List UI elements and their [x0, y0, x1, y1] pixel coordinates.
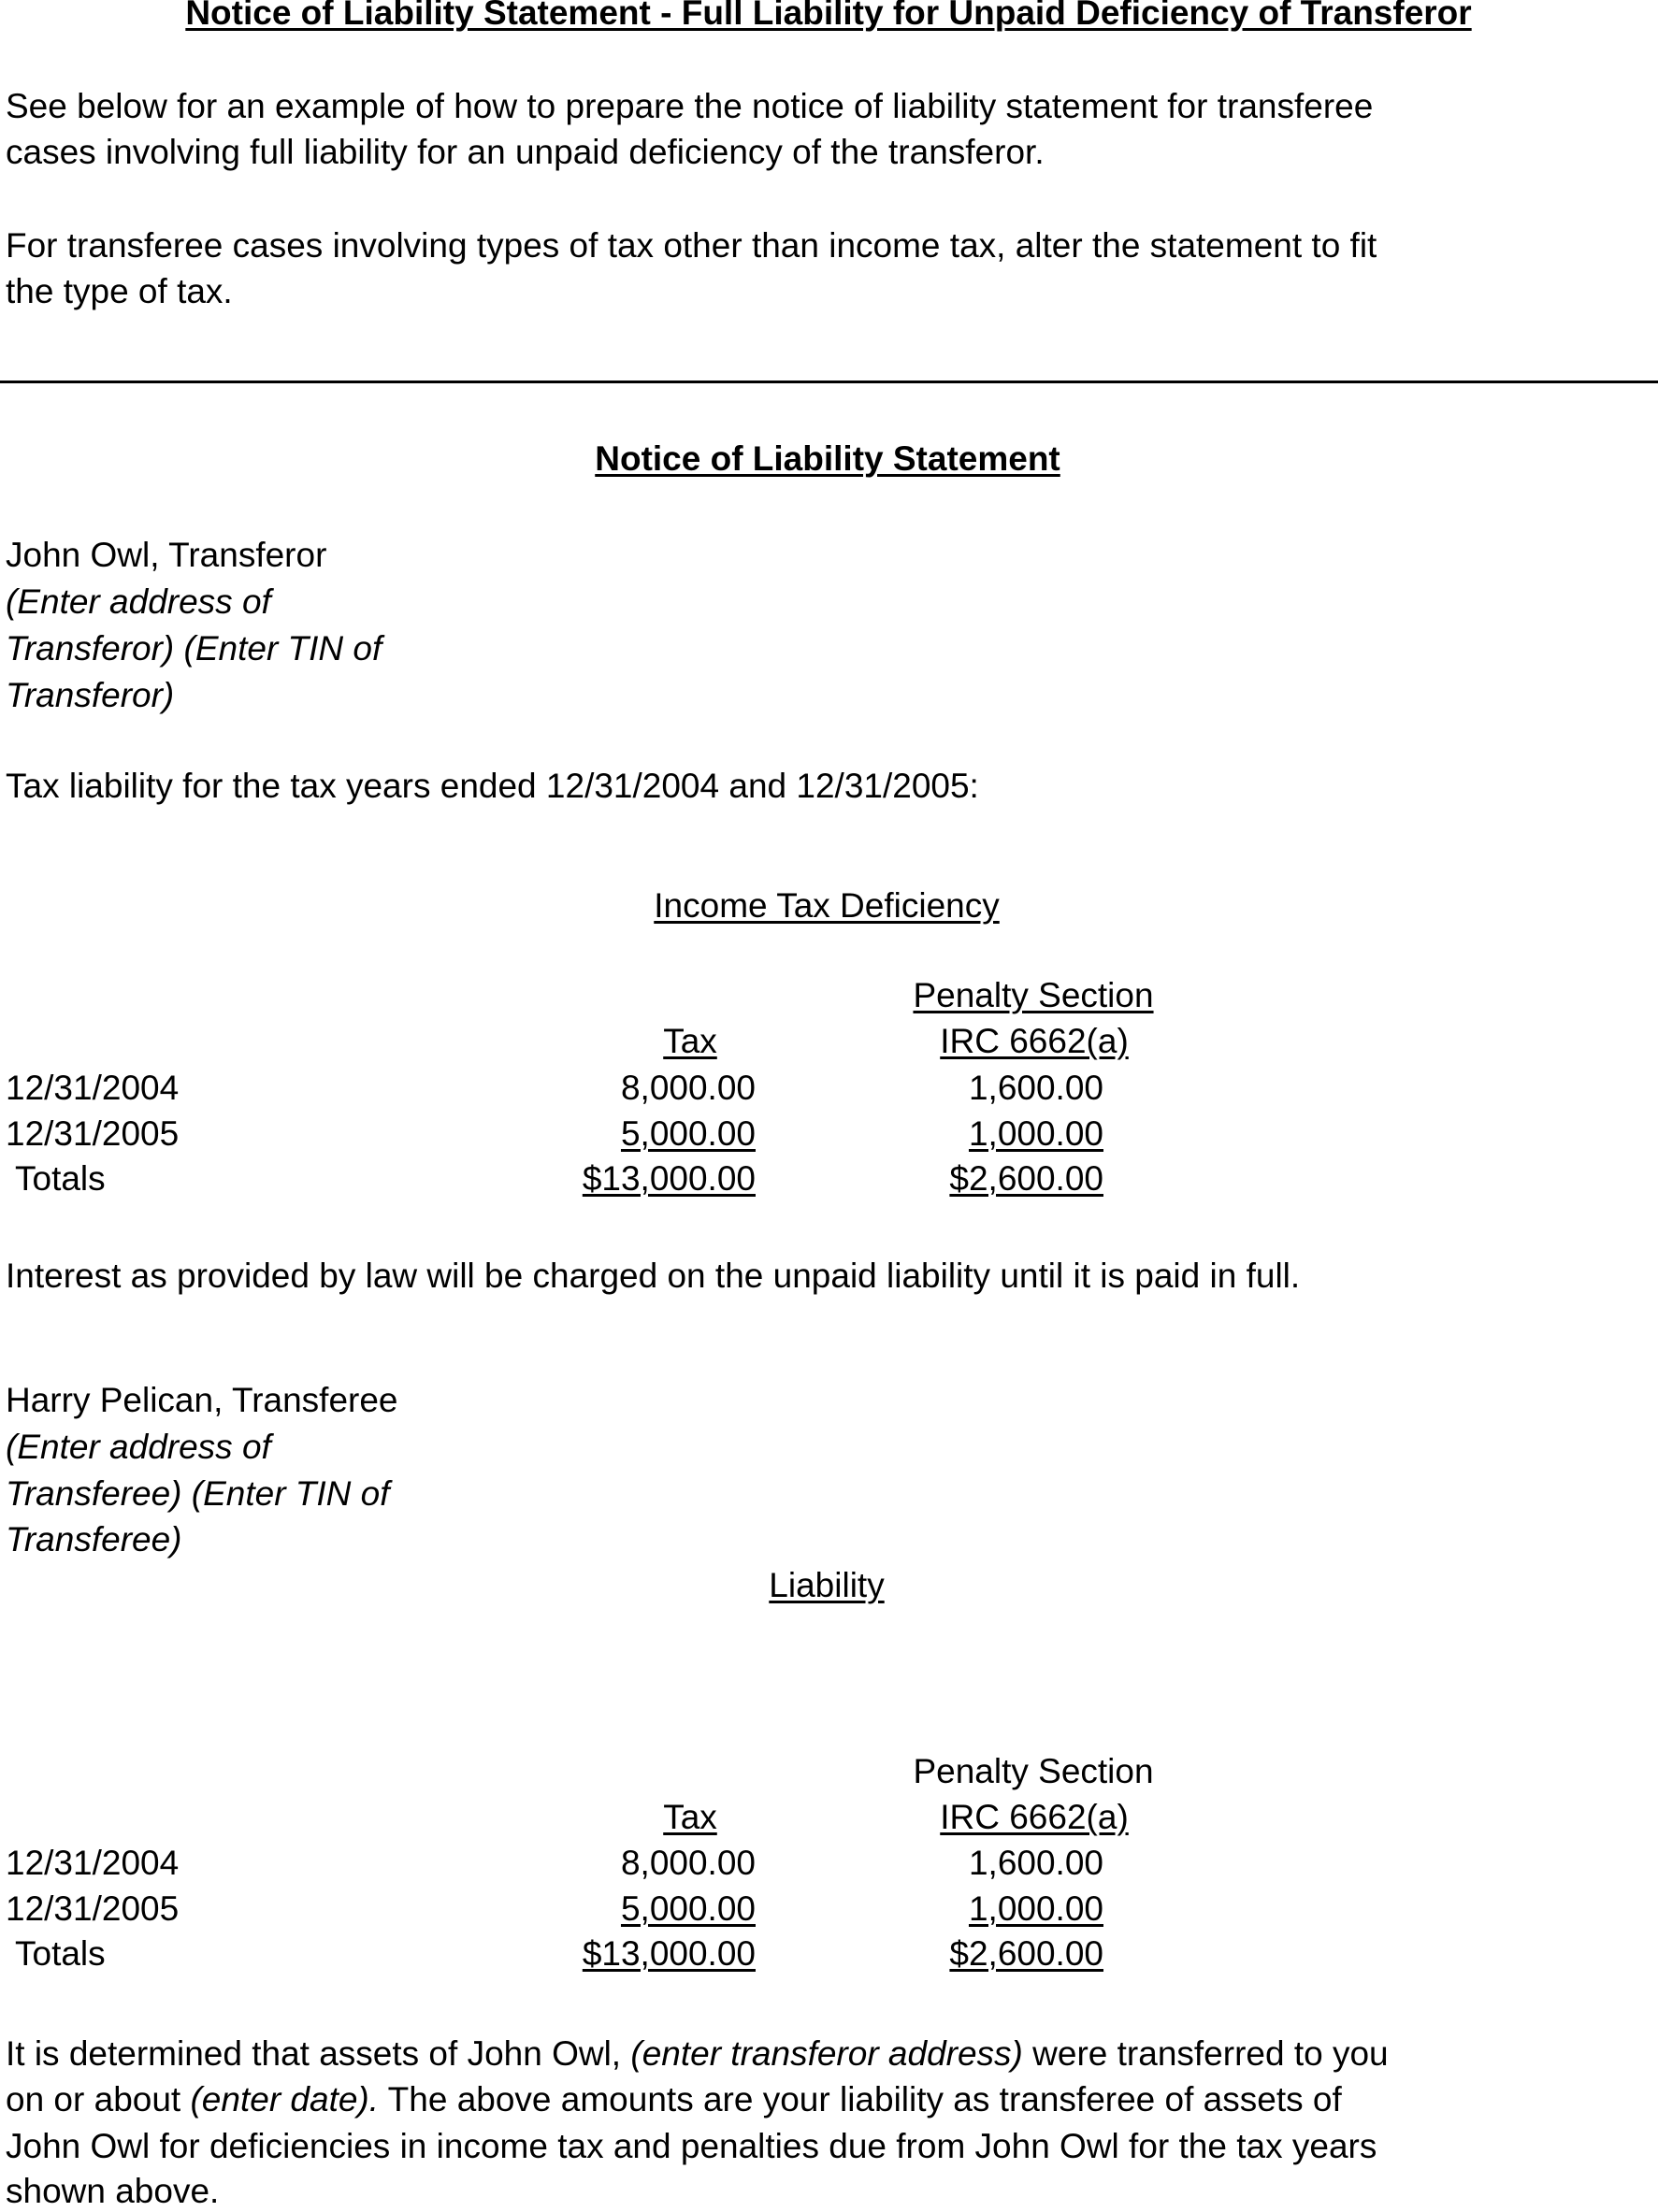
closing-line-2-text-c: The above amounts are your liability as transferee of assets of	[379, 2080, 1342, 2119]
intro-paragraph-2-line-2: the type of tax.	[6, 272, 233, 310]
table2-row-tax: 5,000.00	[620, 1889, 756, 1928]
tax-liability-line: Tax liability for the tax years ended 12/31/2004 and 12/31/2005:	[6, 767, 979, 805]
transferee-name: Harry Pelican, Transferee	[6, 1381, 398, 1419]
table1-tax-header: Tax	[663, 1022, 717, 1060]
table1-total-tax: $13,000.00	[582, 1159, 756, 1198]
section-divider	[0, 381, 1658, 383]
table2-title: Liability	[769, 1566, 885, 1604]
closing-line-1	[6, 2033, 1389, 2075]
table2-total-penalty: $2,600.00	[949, 1934, 1103, 1973]
table2-row-year: 12/31/2005	[6, 1889, 180, 1928]
intro-paragraph-2-line-1: For transferee cases involving types of tax other than income tax, alter the statement to fit	[6, 226, 1377, 265]
table1-row-penalty: 1,600.00	[968, 1069, 1103, 1107]
transferee-address-placeholder: (Enter address of	[6, 1428, 271, 1466]
transferor-address-placeholder: (Enter address of	[6, 582, 271, 621]
table1-row-tax: 8,000.00	[620, 1069, 756, 1107]
transferor-name: John Owl, Transferor	[6, 536, 327, 574]
table2-row-penalty: 1,600.00	[968, 1844, 1103, 1882]
table1-row-tax: 5,000.00	[620, 1114, 756, 1153]
table1-totals-label: Totals	[15, 1159, 106, 1198]
table2-penalty-header: Penalty Section	[913, 1752, 1154, 1790]
statement-heading: Notice of Liability Statement	[595, 439, 1060, 478]
transferee-placeholder-end: Transferee)	[6, 1520, 182, 1558]
table2-totals-label: Totals	[15, 1934, 106, 1973]
closing-line-4: shown above.	[6, 2172, 220, 2210]
document-title: Notice of Liability Statement - Full Liability for Unpaid Deficiency of Transferor	[185, 0, 1472, 32]
table1-irc-header: IRC 6662(a)	[940, 1022, 1129, 1060]
table2-row-penalty: 1,000.00	[968, 1889, 1103, 1928]
table2-irc-header: IRC 6662(a)	[940, 1798, 1129, 1836]
table2-row-year: 12/31/2004	[6, 1844, 180, 1882]
table1-total-penalty: $2,600.00	[949, 1159, 1103, 1198]
table1-title: Income Tax Deficiency	[654, 886, 1000, 925]
transferee-tin-placeholder: Transferee) (Enter TIN of	[6, 1474, 390, 1513]
transferor-tin-placeholder: Transferor) (Enter TIN of	[6, 629, 382, 668]
table2-tax-header: Tax	[663, 1798, 717, 1836]
table1-row-penalty: 1,000.00	[968, 1114, 1103, 1153]
table2-row-tax: 8,000.00	[620, 1844, 756, 1882]
closing-line-2	[6, 2079, 1342, 2120]
interest-line: Interest as provided by law will be charged on the unpaid liability until it is paid in full.	[6, 1257, 1301, 1295]
closing-line-1-text-c: were transferred to you	[1022, 2034, 1389, 2073]
date-placeholder-inline: (enter date).	[190, 2080, 380, 2119]
transferor-placeholder-end: Transferor)	[6, 676, 175, 714]
closing-line-3: John Owl for deficiencies in income tax and penalties due from John Owl for the tax years	[6, 2127, 1377, 2165]
table2-total-tax: $13,000.00	[582, 1934, 756, 1973]
table1-row-year: 12/31/2005	[6, 1114, 180, 1153]
closing-line-2-text-a: on or about	[6, 2080, 191, 2119]
intro-paragraph-1-line-2: cases involving full liability for an unpaid deficiency of the transferor.	[6, 133, 1045, 171]
table1-row-year: 12/31/2004	[6, 1069, 180, 1107]
intro-paragraph-1-line-1: See below for an example of how to prepare the notice of liability statement for transferee	[6, 87, 1374, 125]
transferor-address-placeholder-inline: (enter transferor address)	[630, 2034, 1023, 2073]
table1-penalty-header: Penalty Section	[913, 976, 1154, 1014]
closing-line-1-text-a: It is determined that assets of John Owl,	[6, 2034, 631, 2073]
